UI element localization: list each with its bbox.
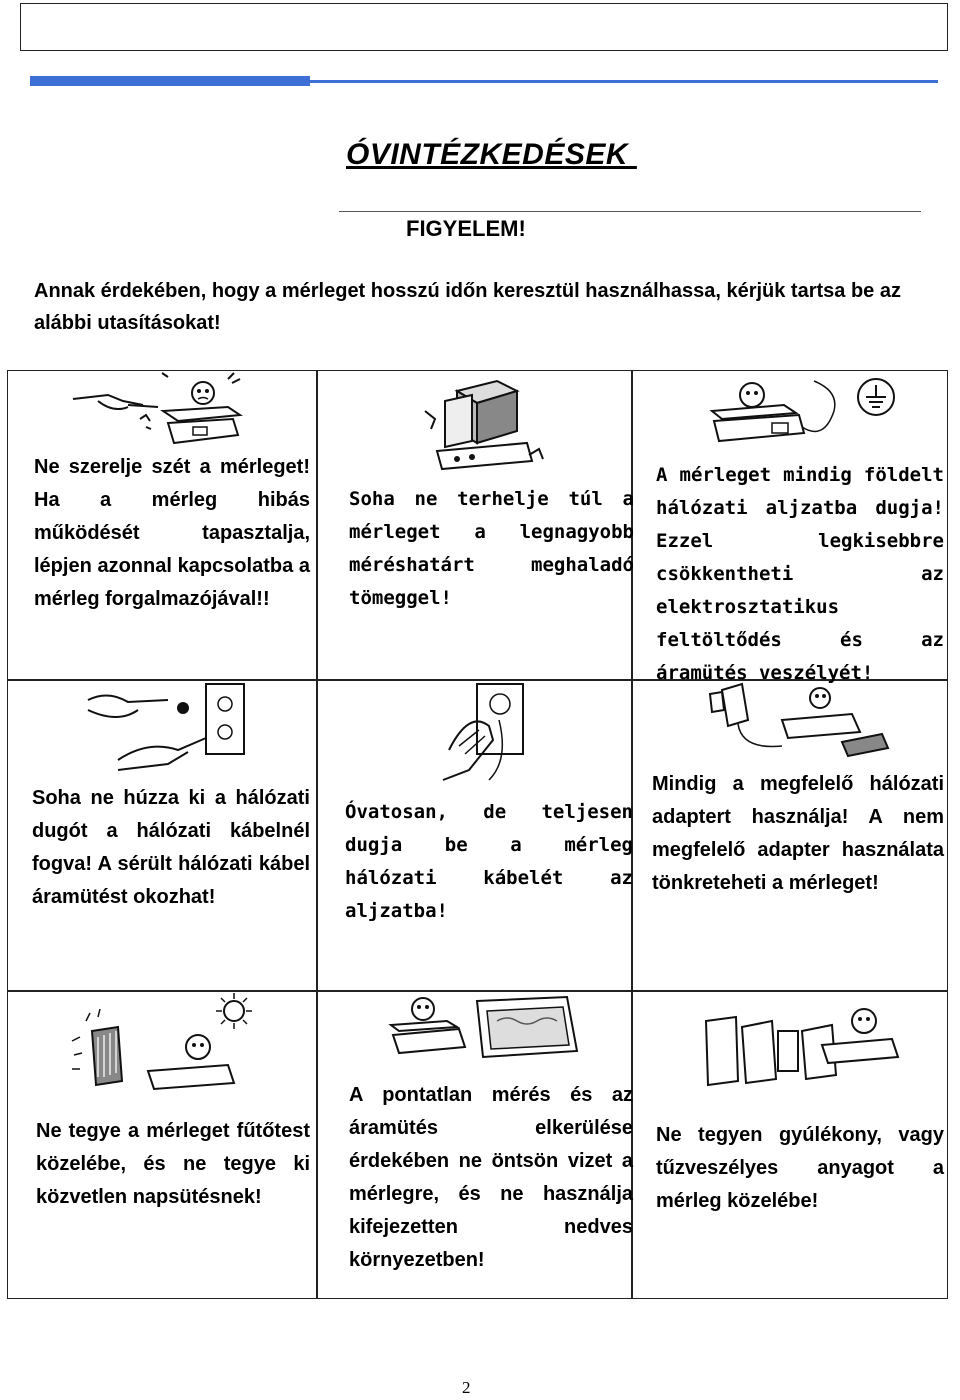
precaution-cell-9 — [632, 991, 949, 1298]
title-divider — [339, 211, 921, 212]
precaution-cell-4 — [8, 680, 316, 990]
precautions-grid — [7, 370, 948, 1299]
header-box — [20, 3, 948, 51]
precaution-text-5: Óvatosan, de teljesen dugja be a mérleg hálózati kábelét az aljzatba! — [345, 801, 633, 922]
water-scale-illustration — [387, 991, 587, 1076]
heater-sun-illustration — [68, 991, 268, 1099]
precaution-text-1: Ne szerelje szét a mérleget! Ha a mérleg hibás működését tapasztalja, lépjen azonnal kapcsolatba a mérleg forgalmazójával!! — [34, 456, 310, 610]
page-title: ÓVINTÉZKEDÉSEK — [346, 138, 637, 171]
precaution-text-7: Ne tegye a mérleget fűtőtest közelébe, és ne tegye ki közvetlen napsütésnek! — [36, 1120, 310, 1208]
precaution-cell-1 — [8, 371, 316, 679]
precaution-text-8: A pontatlan mérés és az áramütés elkerülése érdekében ne öntsön vizet a mérlegre, és ne használja kifejezetten nedves környezetben! — [349, 1084, 633, 1271]
precaution-cell-8 — [317, 991, 631, 1298]
plug-in-illustration — [429, 680, 539, 788]
grounding-scale-illustration — [704, 371, 904, 456]
page-number: 2 — [462, 1378, 471, 1397]
disassemble-scale-illustration — [68, 371, 248, 456]
precaution-cell-6 — [632, 680, 949, 990]
pull-cable-illustration — [78, 680, 248, 780]
precaution-cell-3 — [632, 371, 949, 684]
warning-heading: FIGYELEM! — [406, 216, 526, 241]
precaution-text-4: Soha ne húzza ki a hálózati dugót a hálózati kábelnél fogva! A sérült hálózati kábel áramütést okozhat! — [32, 787, 310, 908]
precaution-cell-7 — [8, 991, 316, 1298]
intro-text: Annak érdekében, hogy a mérleget hosszú időn keresztül használhassa, kérjük tartsa be az alábbi utasításokat! — [34, 280, 901, 334]
flammable-scale-illustration — [692, 991, 912, 1091]
precaution-cell-5 — [317, 680, 631, 990]
precaution-text-9: Ne tegyen gyúlékony, vagy tűzveszélyes anyagot a mérleg közelébe! — [656, 1124, 944, 1212]
overload-scale-illustration — [417, 371, 547, 479]
accent-bar — [30, 76, 938, 86]
adapter-scale-illustration — [702, 680, 902, 762]
precaution-text-6: Mindig a megfelelő hálózati adaptert használja! A nem megfelelő adapter használata tönkreteheti a mérleget! — [652, 773, 944, 894]
precaution-text-2: Soha ne terhelje túl a mérleget a legnagyobb méréshatárt meghaladó tömeggel! — [349, 488, 634, 609]
precaution-text-3: A mérleget mindig földelt hálózati aljzatba dugja! Ezzel legkisebbre csökkentheti az elektrosztatikus feltöltődés és az áramütés veszélyét! — [656, 464, 944, 684]
precaution-cell-2 — [317, 371, 634, 679]
